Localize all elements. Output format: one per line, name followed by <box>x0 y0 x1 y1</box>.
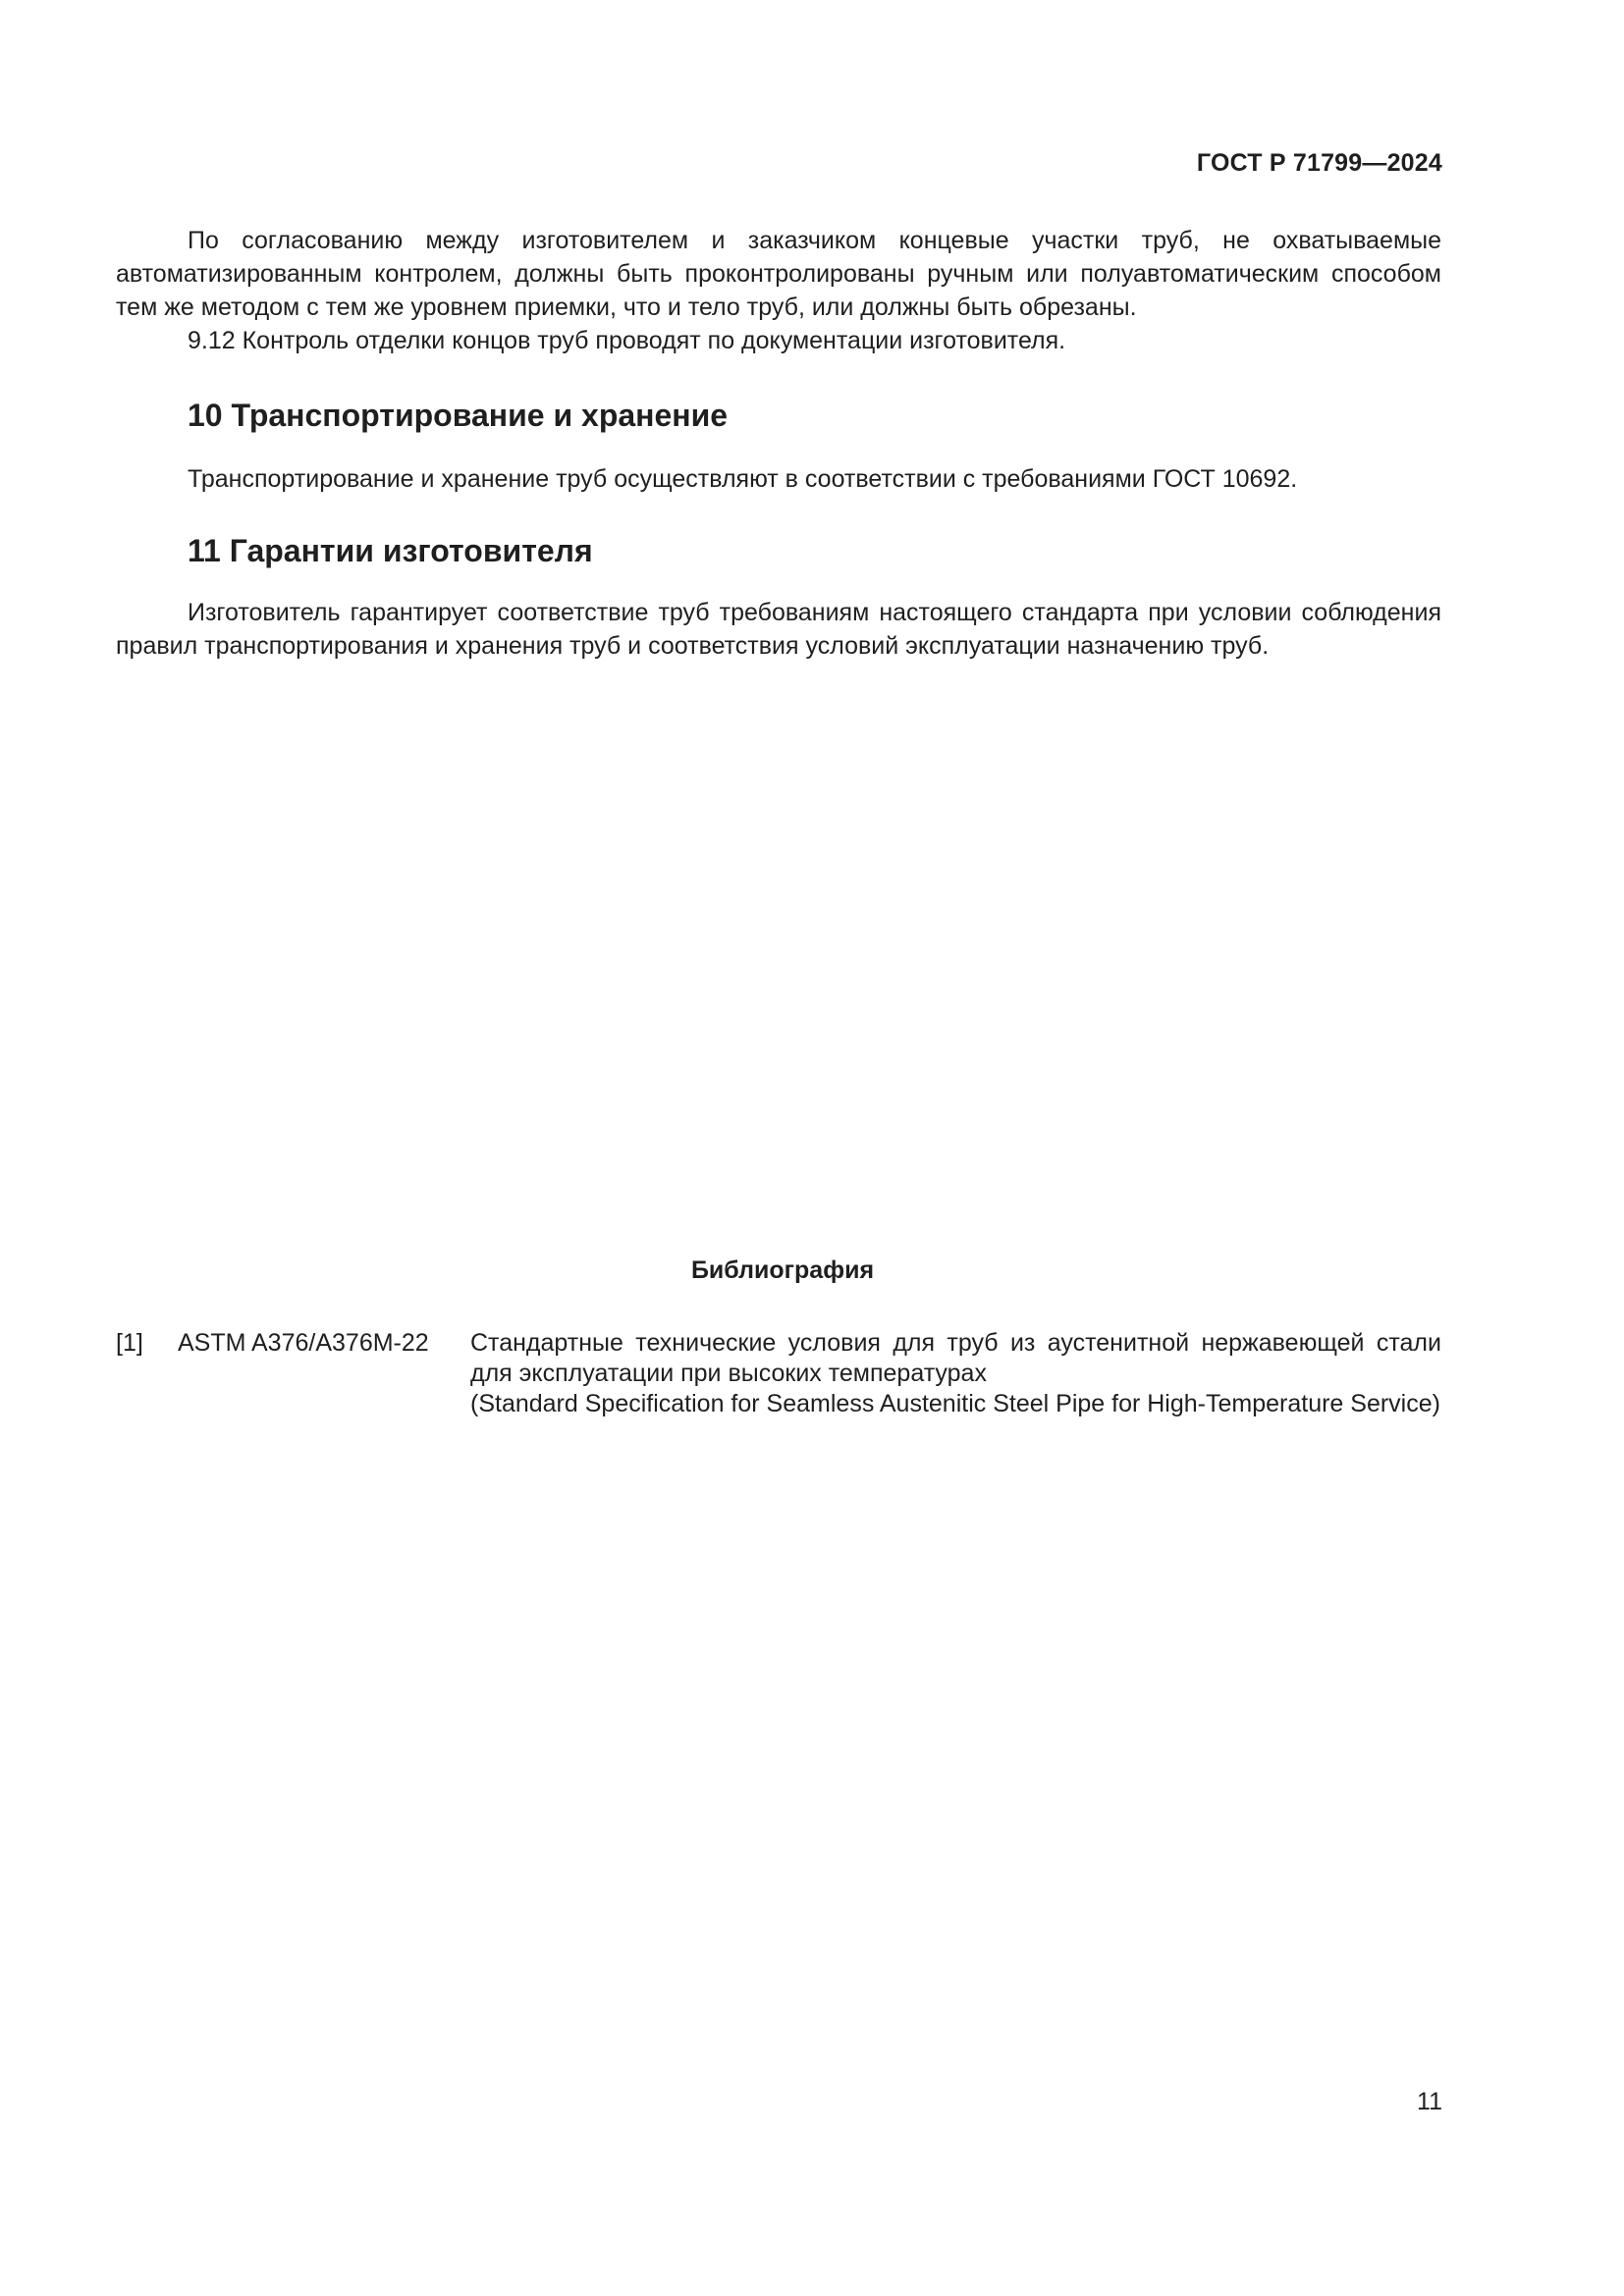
page-number: 11 <box>1417 2088 1442 2115</box>
section-10-paragraph: Транспортирование и хранение труб осуществляют в соответствии с требованиями ГОСТ 10692. <box>188 465 1298 493</box>
bibliography-entry-description <box>470 1328 1441 1419</box>
section-9-continuation <box>116 224 1441 357</box>
bibliography-title: Библиография <box>690 1256 875 1284</box>
document-code-header: ГОСТ Р 71799—2024 <box>1196 149 1442 177</box>
bibliography-entry-title-ru: Стандартные технические условия для труб из аустенитной нержавеющей стали для эксплуатации при высоких температурах <box>470 1329 1441 1387</box>
section-11-paragraph: Изготовитель гарантирует соответствие труб требованиям настоящего стандарта при условии соблюдения правил транспортирования и хранения труб и соответствия условий эксплуатации назначению труб. <box>116 599 1441 660</box>
section-10-heading: 10 Транспортирование и хранение <box>188 398 729 433</box>
bibliography-entry-title-en: (Standard Specification for Seamless Austenitic Steel Pipe for High-Temperature Service) <box>470 1390 1440 1417</box>
section-11-heading: 11 Гарантии изготовителя <box>188 533 593 568</box>
bibliography-entry-reference: ASTM A376/A376M-22 <box>178 1329 429 1357</box>
bibliography-entry-number: [1] <box>116 1329 143 1357</box>
paragraph-end-sections-control: По согласованию между изготовителем и заказчиком концевые участки труб, не охватываемые автоматизированным контролем, должны быть проконтролированы ручным или полуавтоматическим способом тем же методом с тем же уровнем приемки, что и тело труб, или должны быть обрезаны. <box>116 227 1441 321</box>
section-10-body <box>116 462 1441 496</box>
section-11-body <box>116 596 1441 663</box>
paragraph-9-12: 9.12 Контроль отделки концов труб проводят по документации изготовителя. <box>188 327 1066 354</box>
